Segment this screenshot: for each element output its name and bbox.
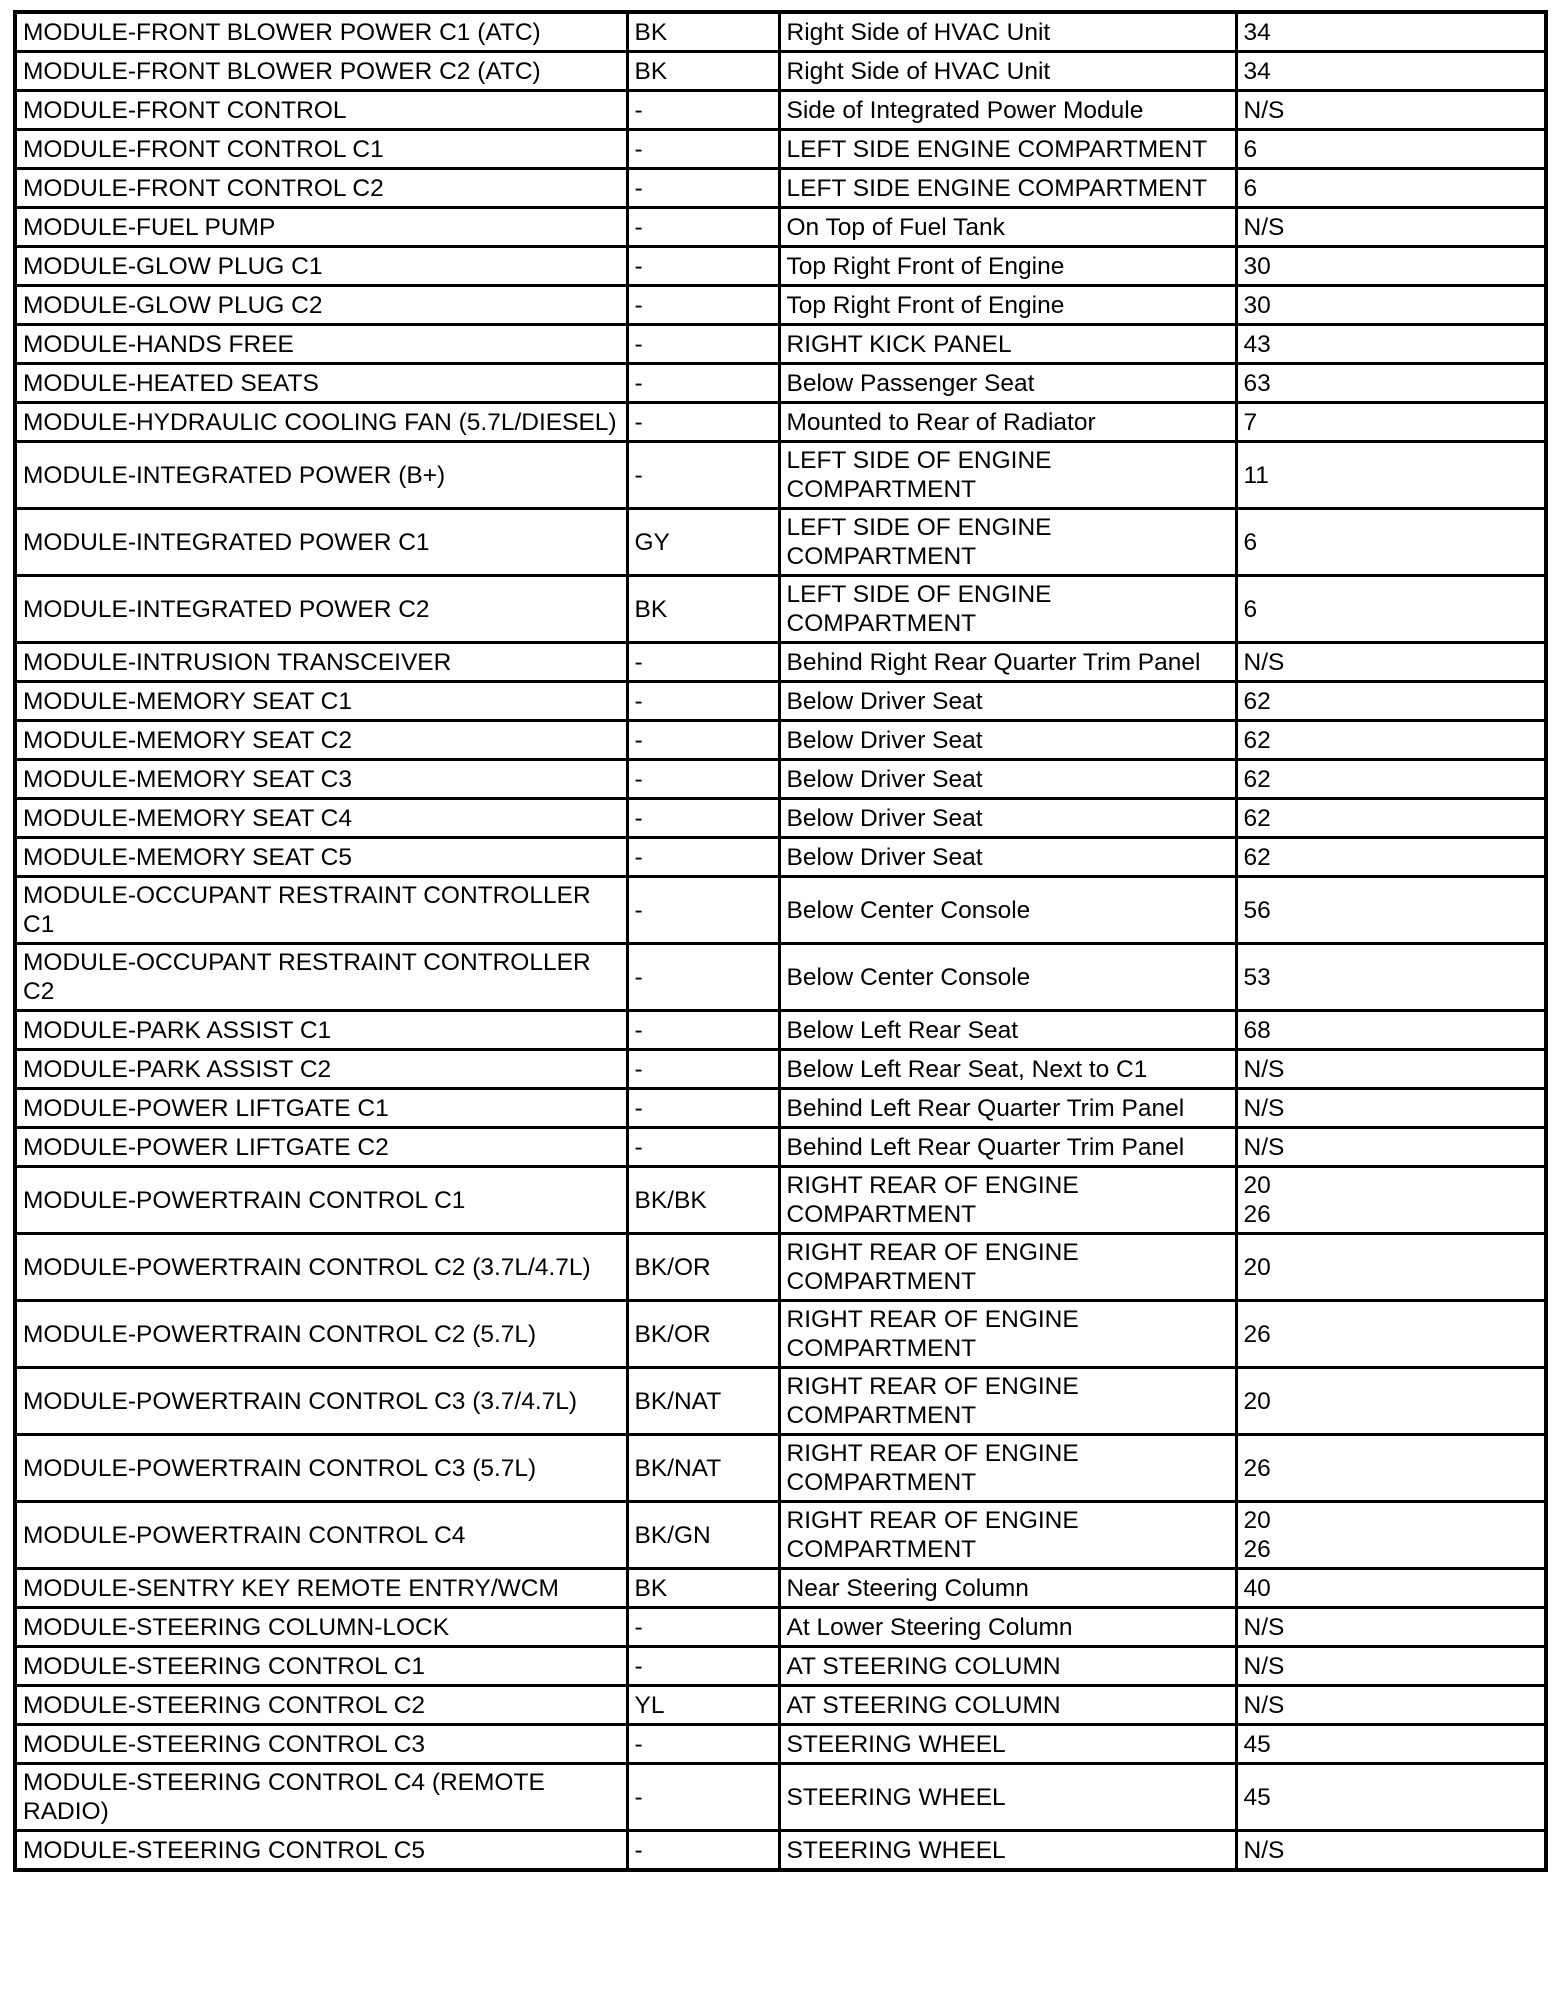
connector-name-cell: MODULE-STEERING COLUMN-LOCK [15,1608,627,1647]
connector-color-cell: - [627,1764,779,1831]
connector-location-cell: AT STEERING COLUMN [779,1686,1236,1725]
connector-color-cell: BK/NAT [627,1368,779,1435]
connector-color-cell: - [627,760,779,799]
connector-name-cell: MODULE-STEERING CONTROL C5 [15,1831,627,1871]
connector-color-cell: - [627,1011,779,1050]
connector-location-cell: Below Passenger Seat [779,364,1236,403]
figure-number-cell: 6 [1236,130,1546,169]
connector-name-cell: MODULE-MEMORY SEAT C3 [15,760,627,799]
table-row [15,442,1546,509]
connector-location-cell: RIGHT REAR OF ENGINE COMPARTMENT [779,1502,1236,1569]
connector-location-cell: Below Center Console [779,944,1236,1011]
figure-number-cell: N/S [1236,1128,1546,1167]
table-row [15,325,1546,364]
connector-location-cell: STEERING WHEEL [779,1725,1236,1764]
figure-number-cell: 45 [1236,1725,1546,1764]
connector-name-cell: MODULE-INTEGRATED POWER C1 [15,509,627,576]
connector-color-cell: - [627,169,779,208]
figure-number-cell: 63 [1236,364,1546,403]
table-row [15,682,1546,721]
table-row [15,1167,1546,1234]
connector-name-cell: MODULE-STEERING CONTROL C2 [15,1686,627,1725]
connector-location-cell: RIGHT REAR OF ENGINE COMPARTMENT [779,1167,1236,1234]
table-row [15,509,1546,576]
connector-name-cell: MODULE-FRONT BLOWER POWER C1 (ATC) [15,12,627,52]
figure-number-cell: 30 [1236,247,1546,286]
connector-name-cell: MODULE-POWERTRAIN CONTROL C3 (3.7/4.7L) [15,1368,627,1435]
connector-name-cell: MODULE-MEMORY SEAT C1 [15,682,627,721]
figure-number-cell: 56 [1236,877,1546,944]
table-row [15,1764,1546,1831]
table-row [15,1686,1546,1725]
figure-number-cell: 6 [1236,169,1546,208]
connector-name-cell: MODULE-POWERTRAIN CONTROL C1 [15,1167,627,1234]
figure-number-cell: 30 [1236,286,1546,325]
connector-location-cell: Below Left Rear Seat [779,1011,1236,1050]
connector-location-cell: On Top of Fuel Tank [779,208,1236,247]
connector-color-cell: BK [627,1569,779,1608]
connector-location-cell: AT STEERING COLUMN [779,1647,1236,1686]
connector-location-cell: LEFT SIDE ENGINE COMPARTMENT [779,130,1236,169]
table-row [15,1569,1546,1608]
table-row [15,1089,1546,1128]
table-row [15,944,1546,1011]
table-row [15,169,1546,208]
connector-color-cell: - [627,1050,779,1089]
connector-color-cell: BK [627,12,779,52]
connector-name-cell: MODULE-PARK ASSIST C1 [15,1011,627,1050]
connector-location-cell: Top Right Front of Engine [779,286,1236,325]
connector-location-cell: STEERING WHEEL [779,1831,1236,1871]
figure-number-cell: 45 [1236,1764,1546,1831]
figure-number-cell: N/S [1236,1647,1546,1686]
figure-number-cell: 62 [1236,682,1546,721]
connector-color-cell: - [627,1725,779,1764]
connector-location-cell: Near Steering Column [779,1569,1236,1608]
connector-location-cell: Behind Left Rear Quarter Trim Panel [779,1128,1236,1167]
connector-color-cell: - [627,442,779,509]
connector-color-cell: BK/NAT [627,1435,779,1502]
connector-name-cell: MODULE-HANDS FREE [15,325,627,364]
table-row [15,1725,1546,1764]
connector-name-cell: MODULE-HYDRAULIC COOLING FAN (5.7L/DIESEL) [15,403,627,442]
connector-location-cell: Mounted to Rear of Radiator [779,403,1236,442]
table-row [15,1050,1546,1089]
figure-number-cell: N/S [1236,1050,1546,1089]
figure-number-cell: 6 [1236,509,1546,576]
connector-color-cell: GY [627,509,779,576]
connector-location-cell: STEERING WHEEL [779,1764,1236,1831]
connector-name-cell: MODULE-POWERTRAIN CONTROL C3 (5.7L) [15,1435,627,1502]
connector-color-cell: BK/OR [627,1301,779,1368]
connector-name-cell: MODULE-OCCUPANT RESTRAINT CONTROLLER C2 [15,944,627,1011]
figure-number-cell: N/S [1236,643,1546,682]
connector-location-cell: RIGHT REAR OF ENGINE COMPARTMENT [779,1368,1236,1435]
figure-number-cell: 62 [1236,760,1546,799]
connector-name-cell: MODULE-PARK ASSIST C2 [15,1050,627,1089]
connector-color-cell: - [627,130,779,169]
connector-color-cell: BK [627,576,779,643]
figure-number-cell: N/S [1236,91,1546,130]
connector-name-cell: MODULE-FUEL PUMP [15,208,627,247]
table-row [15,247,1546,286]
connector-color-cell: - [627,364,779,403]
connector-location-cell: RIGHT REAR OF ENGINE COMPARTMENT [779,1234,1236,1301]
connector-name-cell: MODULE-INTEGRATED POWER (B+) [15,442,627,509]
connector-location-cell: Right Side of HVAC Unit [779,12,1236,52]
table-row [15,1128,1546,1167]
figure-number-cell: N/S [1236,208,1546,247]
table-row [15,1608,1546,1647]
figure-number-cell: 62 [1236,799,1546,838]
connector-name-cell: MODULE-SENTRY KEY REMOTE ENTRY/WCM [15,1569,627,1608]
connector-location-cell: RIGHT REAR OF ENGINE COMPARTMENT [779,1301,1236,1368]
connector-color-cell: BK/OR [627,1234,779,1301]
table-row [15,877,1546,944]
connector-name-cell: MODULE-STEERING CONTROL C1 [15,1647,627,1686]
connector-color-cell: BK/BK [627,1167,779,1234]
connector-color-cell: - [627,1831,779,1871]
table-row [15,1368,1546,1435]
figure-number-cell: 20 26 [1236,1167,1546,1234]
connector-color-cell: - [627,799,779,838]
connector-color-cell: - [627,208,779,247]
table-row [15,760,1546,799]
table-row [15,52,1546,91]
table-row [15,1301,1546,1368]
figure-number-cell: N/S [1236,1831,1546,1871]
connector-name-cell: MODULE-OCCUPANT RESTRAINT CONTROLLER C1 [15,877,627,944]
connector-name-cell: MODULE-GLOW PLUG C1 [15,247,627,286]
figure-number-cell: 20 26 [1236,1502,1546,1569]
connector-location-cell: Behind Right Rear Quarter Trim Panel [779,643,1236,682]
table-row [15,1647,1546,1686]
figure-number-cell: 20 [1236,1234,1546,1301]
table-row [15,12,1546,52]
table-row [15,721,1546,760]
table-row [15,576,1546,643]
table-row [15,1435,1546,1502]
connector-name-cell: MODULE-POWER LIFTGATE C2 [15,1128,627,1167]
connector-location-table [13,10,1548,1872]
connector-name-cell: MODULE-MEMORY SEAT C2 [15,721,627,760]
connector-name-cell: MODULE-POWERTRAIN CONTROL C2 (5.7L) [15,1301,627,1368]
connector-name-cell: MODULE-STEERING CONTROL C3 [15,1725,627,1764]
figure-number-cell: N/S [1236,1686,1546,1725]
connector-location-cell: Right Side of HVAC Unit [779,52,1236,91]
connector-color-cell: YL [627,1686,779,1725]
figure-number-cell: 40 [1236,1569,1546,1608]
connector-name-cell: MODULE-FRONT CONTROL C1 [15,130,627,169]
connector-color-cell: - [627,643,779,682]
table-row [15,1011,1546,1050]
connector-location-cell: Below Driver Seat [779,721,1236,760]
figure-number-cell: 53 [1236,944,1546,1011]
figure-number-cell: 7 [1236,403,1546,442]
figure-number-cell: 68 [1236,1011,1546,1050]
connector-name-cell: MODULE-INTEGRATED POWER C2 [15,576,627,643]
table-row [15,208,1546,247]
connector-name-cell: MODULE-POWERTRAIN CONTROL C2 (3.7L/4.7L) [15,1234,627,1301]
figure-number-cell: N/S [1236,1608,1546,1647]
table-row [15,364,1546,403]
table-row [15,1831,1546,1871]
table-row [15,799,1546,838]
connector-location-cell: Below Driver Seat [779,760,1236,799]
connector-color-cell: - [627,403,779,442]
table-body [15,12,1546,1870]
connector-color-cell: - [627,1608,779,1647]
table-row [15,130,1546,169]
connector-name-cell: MODULE-MEMORY SEAT C5 [15,838,627,877]
connector-color-cell: - [627,91,779,130]
figure-number-cell: 62 [1236,721,1546,760]
table-row [15,286,1546,325]
connector-name-cell: MODULE-STEERING CONTROL C4 (REMOTE RADIO) [15,1764,627,1831]
connector-name-cell: MODULE-POWER LIFTGATE C1 [15,1089,627,1128]
figure-number-cell: 62 [1236,838,1546,877]
connector-color-cell: - [627,1647,779,1686]
connector-location-cell: At Lower Steering Column [779,1608,1236,1647]
connector-color-cell: BK [627,52,779,91]
connector-location-cell: Side of Integrated Power Module [779,91,1236,130]
connector-color-cell: - [627,286,779,325]
connector-location-cell: Below Left Rear Seat, Next to C1 [779,1050,1236,1089]
connector-location-cell: LEFT SIDE ENGINE COMPARTMENT [779,169,1236,208]
figure-number-cell: 26 [1236,1301,1546,1368]
table-row [15,403,1546,442]
connector-name-cell: MODULE-FRONT CONTROL [15,91,627,130]
connector-color-cell: - [627,325,779,364]
connector-location-cell: Below Center Console [779,877,1236,944]
connector-color-cell: - [627,877,779,944]
connector-color-cell: - [627,1128,779,1167]
connector-color-cell: - [627,1089,779,1128]
table-row [15,643,1546,682]
table-row [15,1502,1546,1569]
figure-number-cell: 34 [1236,52,1546,91]
table-row [15,91,1546,130]
connector-name-cell: MODULE-MEMORY SEAT C4 [15,799,627,838]
connector-location-cell: Below Driver Seat [779,838,1236,877]
figure-number-cell: N/S [1236,1089,1546,1128]
figure-number-cell: 43 [1236,325,1546,364]
connector-color-cell: - [627,682,779,721]
connector-location-cell: LEFT SIDE OF ENGINE COMPARTMENT [779,509,1236,576]
connector-location-cell: Below Driver Seat [779,799,1236,838]
figure-number-cell: 11 [1236,442,1546,509]
figure-number-cell: 34 [1236,12,1546,52]
connector-location-cell: Top Right Front of Engine [779,247,1236,286]
connector-color-cell: - [627,721,779,760]
figure-number-cell: 20 [1236,1368,1546,1435]
connector-location-cell: RIGHT KICK PANEL [779,325,1236,364]
connector-name-cell: MODULE-GLOW PLUG C2 [15,286,627,325]
connector-color-cell: - [627,838,779,877]
connector-name-cell: MODULE-HEATED SEATS [15,364,627,403]
connector-name-cell: MODULE-FRONT BLOWER POWER C2 (ATC) [15,52,627,91]
figure-number-cell: 6 [1236,576,1546,643]
table-row [15,1234,1546,1301]
connector-color-cell: - [627,944,779,1011]
connector-color-cell: - [627,247,779,286]
figure-number-cell: 26 [1236,1435,1546,1502]
connector-name-cell: MODULE-FRONT CONTROL C2 [15,169,627,208]
connector-color-cell: BK/GN [627,1502,779,1569]
connector-name-cell: MODULE-POWERTRAIN CONTROL C4 [15,1502,627,1569]
connector-name-cell: MODULE-INTRUSION TRANSCEIVER [15,643,627,682]
connector-location-cell: LEFT SIDE OF ENGINE COMPARTMENT [779,442,1236,509]
connector-location-cell: RIGHT REAR OF ENGINE COMPARTMENT [779,1435,1236,1502]
connector-location-cell: Behind Left Rear Quarter Trim Panel [779,1089,1236,1128]
table-row [15,838,1546,877]
connector-location-cell: Below Driver Seat [779,682,1236,721]
connector-location-cell: LEFT SIDE OF ENGINE COMPARTMENT [779,576,1236,643]
